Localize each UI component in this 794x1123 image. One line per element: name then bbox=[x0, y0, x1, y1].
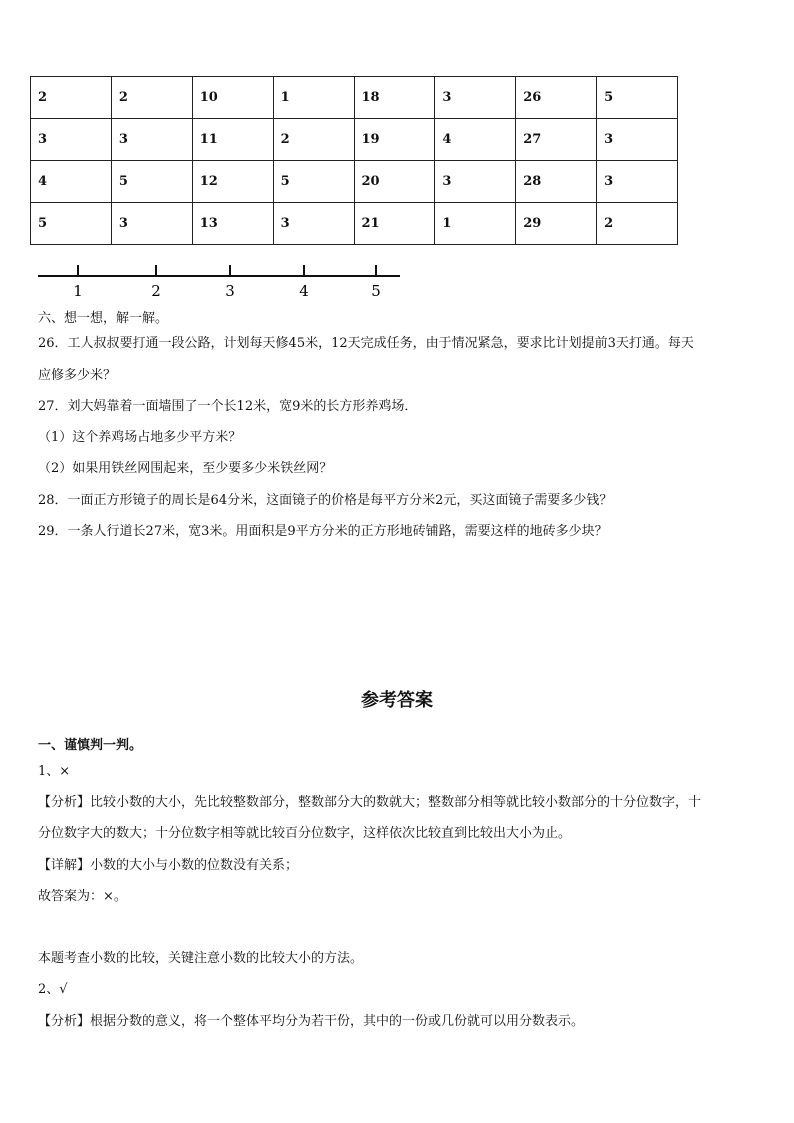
table-cell: 1 bbox=[273, 77, 354, 119]
question-27: 27．刘大妈靠着一面墙围了一个长12米，宽9米的长方形养鸡场． bbox=[38, 399, 418, 414]
table-cell: 28 bbox=[516, 161, 597, 203]
table-cell: 26 bbox=[516, 77, 597, 119]
number-line-label: 5 bbox=[371, 282, 381, 300]
question-28: 28．一面正方形镜子的周长是64分米，这面镜子的价格是每平方分米2元，买这面镜子需要多少钱？ bbox=[38, 493, 613, 508]
table-cell: 20 bbox=[354, 161, 435, 203]
number-line-label: 2 bbox=[151, 282, 161, 300]
number-line bbox=[38, 262, 402, 302]
number-line-label: 4 bbox=[299, 282, 309, 300]
table-cell: 2 bbox=[273, 119, 354, 161]
table-cell: 4 bbox=[31, 161, 112, 203]
table-cell: 3 bbox=[597, 119, 678, 161]
table-cell: 29 bbox=[516, 203, 597, 245]
table-cell: 2 bbox=[111, 77, 192, 119]
table-cell: 10 bbox=[192, 77, 273, 119]
table-cell: 11 bbox=[192, 119, 273, 161]
table-cell: 3 bbox=[111, 119, 192, 161]
table-cell: 1 bbox=[435, 203, 516, 245]
table-cell: 3 bbox=[435, 161, 516, 203]
number-line-label: 1 bbox=[73, 282, 83, 300]
question-27-part-2: （2）如果用铁丝网围起来，至少要多少米铁丝网？ bbox=[38, 461, 333, 476]
table-cell: 13 bbox=[192, 203, 273, 245]
answer-1-analysis-line-1: 【分析】比较小数的大小，先比较整数部分，整数部分大的数就大；整数部分相等就比较小数部分的十分位数字，十 bbox=[38, 795, 702, 810]
answer-2-analysis: 【分析】根据分数的意义，将一个整体平均分为若干份，其中的一份或几份就可以用分数表示。 bbox=[38, 1014, 585, 1029]
section-heading: 六、想一想，解一解。 bbox=[38, 311, 169, 326]
answer-1-detail: 【详解】小数的大小与小数的位数没有关系； bbox=[38, 858, 299, 873]
table-cell: 4 bbox=[435, 119, 516, 161]
answer-1-result: 故答案为：×。 bbox=[38, 889, 127, 904]
table-cell: 3 bbox=[597, 161, 678, 203]
answers-title: 参考答案 bbox=[361, 690, 433, 711]
table-row bbox=[31, 77, 678, 119]
data-table bbox=[30, 76, 678, 245]
table-cell: 21 bbox=[354, 203, 435, 245]
answer-1-comment: 本题考查小数的比较，关键注意小数的比较大小的方法。 bbox=[38, 951, 364, 966]
table-cell: 3 bbox=[111, 203, 192, 245]
table-cell: 3 bbox=[435, 77, 516, 119]
table-cell: 27 bbox=[516, 119, 597, 161]
table-cell: 18 bbox=[354, 77, 435, 119]
answer-1: 1、× bbox=[38, 764, 71, 779]
question-26-line-2: 应修多少米？ bbox=[38, 368, 117, 383]
table-cell: 5 bbox=[111, 161, 192, 203]
answer-2: 2、√ bbox=[38, 982, 68, 997]
table-row bbox=[31, 161, 678, 203]
table-cell: 5 bbox=[597, 77, 678, 119]
answer-1-analysis-line-2: 分位数字大的数大；十分位数字相等就比较百分位数字，这样依次比较直到比较出大小为止。 bbox=[38, 826, 572, 841]
answers-section-heading: 一、谨慎判一判。 bbox=[38, 738, 143, 753]
table-row bbox=[31, 203, 678, 245]
question-29: 29．一条人行道长27米，宽3米。用面积是9平方分米的正方形地砖铺路，需要这样的地砖多少块？ bbox=[38, 524, 608, 539]
number-line-label: 3 bbox=[225, 282, 235, 300]
table-cell: 3 bbox=[31, 119, 112, 161]
table-cell: 19 bbox=[354, 119, 435, 161]
question-26-line-1: 26．工人叔叔要打通一段公路，计划每天修45米，12天完成任务，由于情况紧急，要求比计划提前3天打通。每天 bbox=[38, 336, 694, 351]
table-cell: 12 bbox=[192, 161, 273, 203]
table-row bbox=[31, 119, 678, 161]
table-cell: 5 bbox=[31, 203, 112, 245]
table-cell: 5 bbox=[273, 161, 354, 203]
table-cell: 2 bbox=[31, 77, 112, 119]
table-cell: 2 bbox=[597, 203, 678, 245]
question-27-part-1: （1）这个养鸡场占地多少平方米？ bbox=[38, 430, 242, 445]
table-cell: 3 bbox=[273, 203, 354, 245]
